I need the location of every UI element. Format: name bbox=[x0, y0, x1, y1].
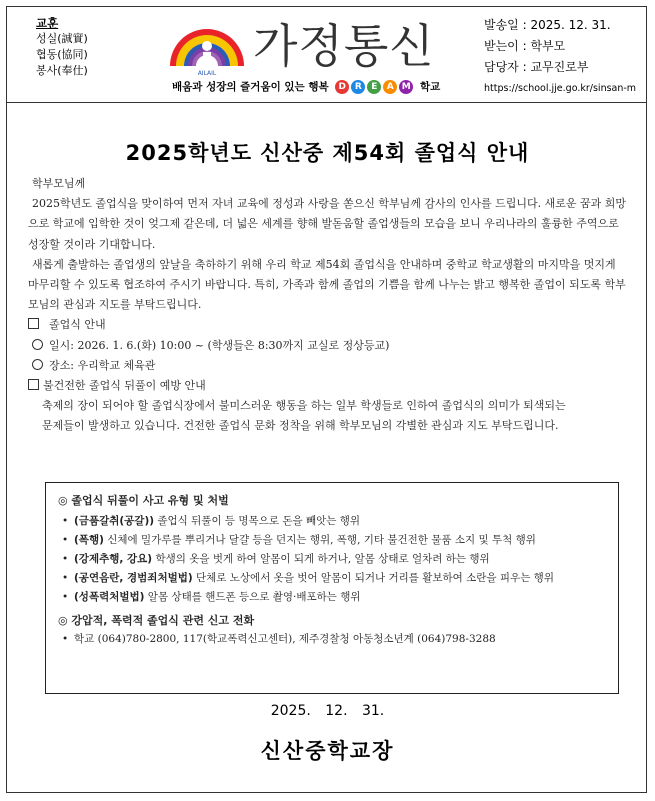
emblem-text: AILAIL bbox=[197, 70, 217, 76]
dream-letter: D bbox=[335, 80, 349, 94]
section-ceremony-heading bbox=[28, 315, 628, 335]
school-motto bbox=[36, 15, 88, 79]
dream-letter: A bbox=[383, 80, 397, 94]
prevention-text: 축제의 장이 되어야 할 졸업식장에서 불미스러운 행동을 하는 일부 학생들로 인하여 졸업식의 의미가 퇴색되는 문제들이 발생하고 있습니다. 건전한 졸업식 문화 정착을 위해 학부모님의 각별한 관심과 지도 부탁드립니다. bbox=[42, 399, 566, 433]
list-item bbox=[58, 512, 608, 531]
contact-list bbox=[58, 630, 608, 649]
newsletter-title: 가정통신 bbox=[253, 19, 435, 73]
ceremony-place bbox=[28, 356, 628, 376]
offense-desc: 알몸 상태를 핸드폰 등으로 촬영·배포하는 행위 bbox=[144, 591, 361, 603]
offense-desc: 신체에 밀가루를 뿌리거나 달걀 등을 던지는 행위, 폭행, 기타 불건전한 물품 소지 및 투척 행위 bbox=[103, 534, 536, 546]
school-url[interactable]: https://school.jje.go.kr/sinsan-m bbox=[484, 83, 637, 94]
letter-body bbox=[28, 174, 628, 437]
recipient: 받는이 : 학부모 bbox=[484, 39, 566, 53]
offense-desc: 졸업식 뒤풀이 등 명목으로 돈을 빼앗는 행위 bbox=[154, 515, 360, 527]
motto-item: 봉사(奉仕) bbox=[36, 64, 88, 77]
box-heading-contacts: ◎ 강압적, 폭력적 졸업식 관련 신고 전화 bbox=[58, 614, 255, 627]
motto-item: 성실(誠實) bbox=[36, 32, 88, 45]
offense-law: (공연음란, 경범죄처벌법) bbox=[74, 572, 193, 584]
contact-item: • 학교 (064)780-2800, 117(학교폭력신고센터), 제주경찰청 아동청소년계 (064)798-3288 bbox=[58, 630, 608, 649]
motto-item: 협동(協同) bbox=[36, 48, 88, 61]
list-item bbox=[58, 550, 608, 569]
section-prevention-heading bbox=[28, 376, 628, 396]
section-heading-text: 불건전한 졸업식 뒤풀이 예방 안내 bbox=[43, 379, 206, 393]
checkbox-icon bbox=[28, 318, 39, 329]
dream-letter: E bbox=[367, 80, 381, 94]
header-divider bbox=[6, 102, 647, 103]
section-heading-text: 졸업식 안내 bbox=[49, 318, 106, 332]
principal-signature: 신산중학교장 bbox=[260, 739, 395, 763]
school-emblem-logo bbox=[166, 18, 248, 80]
school-slogan bbox=[172, 79, 440, 94]
paragraph-intro: 2025학년도 졸업식을 맞이하여 먼저 자녀 교육에 정성과 사랑을 쏟으신 학부님께 감사의 인사를 드립니다. 새로운 꿈과 희망으로 학교에 입학한 것이 엊그제 같은데, 더 넓은 세계를 향해 발돋움할 졸업생들의 모습을 보니 우리나라의 훌륭한 주역으로 성장할 것이라 기대합니다. bbox=[28, 197, 626, 251]
circle-bullet-icon bbox=[32, 339, 43, 350]
dream-letter: M bbox=[399, 80, 413, 94]
issue-date: 발송일 : 2025. 12. 31. bbox=[484, 18, 611, 32]
document-title: 2025학년도 신산중 제54회 졸업식 안내 bbox=[125, 141, 530, 165]
offense-law: (폭행) bbox=[74, 534, 104, 546]
offense-law: (강제추행, 강요) bbox=[74, 553, 153, 565]
document-date: 2025. 12. 31. bbox=[270, 703, 385, 719]
dream-badges bbox=[335, 80, 413, 94]
slogan-text: 배움과 성장의 즐거움이 있는 행복 bbox=[172, 81, 329, 93]
offense-list bbox=[58, 512, 608, 607]
offense-law: (금품갈취(공갈)) bbox=[74, 515, 155, 527]
list-item bbox=[58, 588, 608, 607]
offense-law: (성폭력처벌법) bbox=[74, 591, 145, 603]
dream-letter: R bbox=[351, 80, 365, 94]
list-item bbox=[58, 531, 608, 550]
list-item bbox=[58, 569, 608, 588]
motto-title: 교훈 bbox=[36, 16, 59, 30]
place-text: 장소: 우리학교 체육관 bbox=[49, 358, 156, 372]
offense-desc: 학생의 옷을 벗게 하여 알몸이 되게 하거나, 알몸 상태로 얼차려 하는 행위 bbox=[152, 553, 490, 565]
ceremony-time bbox=[28, 336, 628, 356]
notice-box bbox=[45, 482, 619, 694]
department: 담당자 : 교무진로부 bbox=[484, 60, 589, 74]
time-text: 일시: 2026. 1. 6.(화) 10:00 ~ (학생들은 8:30까지 교실로 정상등교) bbox=[49, 338, 390, 352]
issue-info bbox=[484, 15, 636, 99]
paragraph-request: 새롭게 출발하는 졸업생의 앞날을 축하하기 위해 우리 학교 제54회 졸업식을 안내하며 중학교 학교생활의 마지막을 멋지게 마무리할 수 있도록 협조하여 주시기 바랍니다. 특히, 가족과 함께 졸업의 기쁨을 함께 나누는 밝고 행복한 졸업이 되도록 학부모님의 관심과 지도를 부탁드립니다. bbox=[28, 257, 626, 312]
greeting: 학부모님께 bbox=[32, 177, 86, 190]
checkbox-icon bbox=[28, 379, 39, 390]
box-heading-types: ◎ 졸업식 뒤풀이 사고 유형 및 처벌 bbox=[58, 494, 229, 507]
offense-desc: 단체로 노상에서 옷을 벗어 알몸이 되거나 거리를 활보하여 소란을 피우는 행위 bbox=[192, 572, 554, 584]
slogan-suffix: 학교 bbox=[419, 81, 441, 93]
circle-bullet-icon bbox=[32, 359, 43, 370]
